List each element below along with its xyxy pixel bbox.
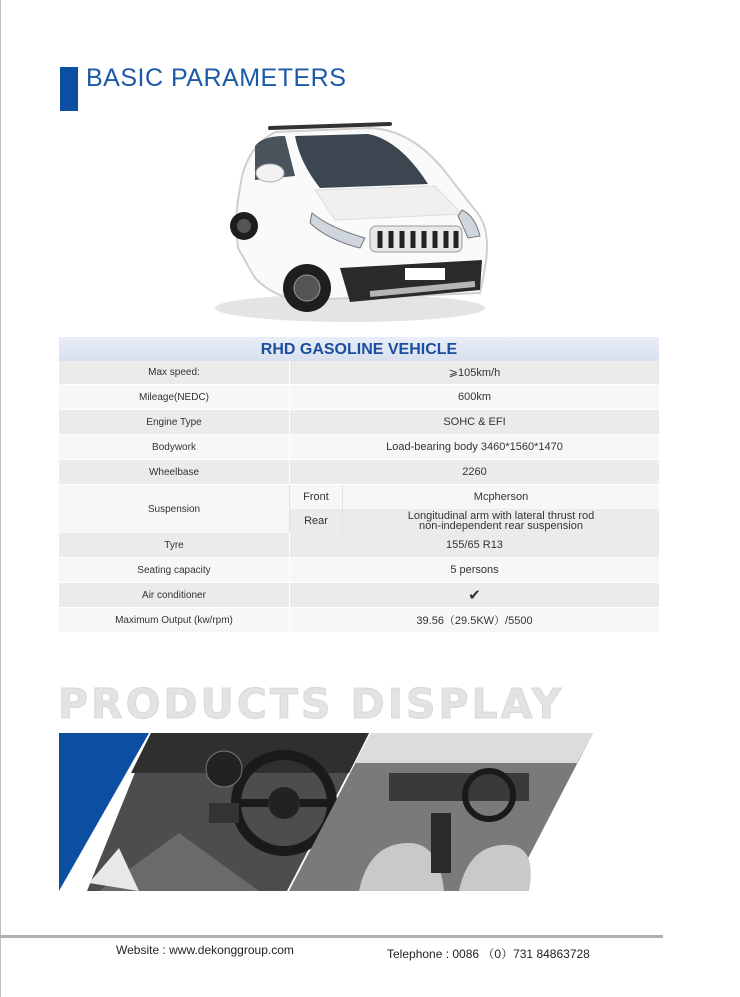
row-label: Suspension — [59, 485, 289, 533]
row-value: ⩾105km/h — [289, 361, 659, 384]
products-display-title: PRODUCTS DISPLAY — [58, 680, 565, 728]
spec-table-title: RHD GASOLINE VEHICLE — [59, 337, 659, 361]
suspension-row — [59, 485, 659, 533]
table-row — [59, 460, 659, 485]
table-row — [59, 410, 659, 435]
table-row — [59, 583, 659, 608]
suspension-front-value: Mcpherson — [473, 491, 529, 503]
suspension-rear — [290, 509, 659, 533]
check-icon: ✔ — [289, 583, 659, 607]
row-label: Seating capacity — [137, 564, 211, 576]
table-row — [59, 361, 659, 385]
footer-divider — [0, 935, 663, 938]
row-value: 5 persons — [289, 558, 659, 582]
vehicle-image — [200, 118, 510, 326]
suspension-rear-line-1: Longitudinal arm with lateral thrust rod — [407, 510, 595, 522]
row-label: Engine Type — [146, 416, 202, 428]
page-left-border — [0, 0, 1, 997]
table-row — [59, 385, 659, 410]
suspension-rear-key: Rear — [290, 509, 343, 533]
row-value: 2260 — [289, 460, 659, 484]
row-value: SOHC & EFI — [289, 410, 659, 434]
row-label: Bodywork — [152, 441, 196, 453]
suspension-rear-value — [343, 509, 659, 533]
suspension-rear-line-2: non-independent rear suspension — [419, 520, 583, 532]
table-row — [59, 435, 659, 460]
table-row — [59, 558, 659, 583]
product-gallery — [59, 733, 599, 891]
row-label: Air conditioner — [142, 589, 206, 601]
suspension-front-key: Front — [290, 485, 343, 509]
row-label: Tyre — [164, 539, 184, 551]
spec-table — [59, 337, 659, 633]
row-value: 39.56（29.5KW）/5500 — [289, 608, 659, 632]
footer-telephone: Telephone : 0086 （0）731 84863728 — [387, 947, 590, 961]
row-label: Max speed: — [148, 367, 200, 378]
table-row — [59, 533, 659, 558]
table-row — [59, 608, 659, 633]
suspension-detail — [289, 485, 659, 533]
section-title: BASIC PARAMETERS — [86, 64, 347, 92]
footer-website: Website : www.dekonggroup.com — [116, 943, 294, 957]
row-value: 155/65 R13 — [289, 533, 659, 557]
row-label: Mileage(NEDC) — [138, 391, 209, 403]
suspension-front — [290, 485, 659, 509]
row-value: Load-bearing body 3460*1560*1470 — [289, 435, 659, 459]
section-accent-bar — [60, 67, 78, 111]
row-value: 600km — [289, 385, 659, 409]
row-label: Wheelbase — [148, 466, 200, 478]
row-label: Maximum Output (kw/rpm) — [115, 614, 233, 626]
